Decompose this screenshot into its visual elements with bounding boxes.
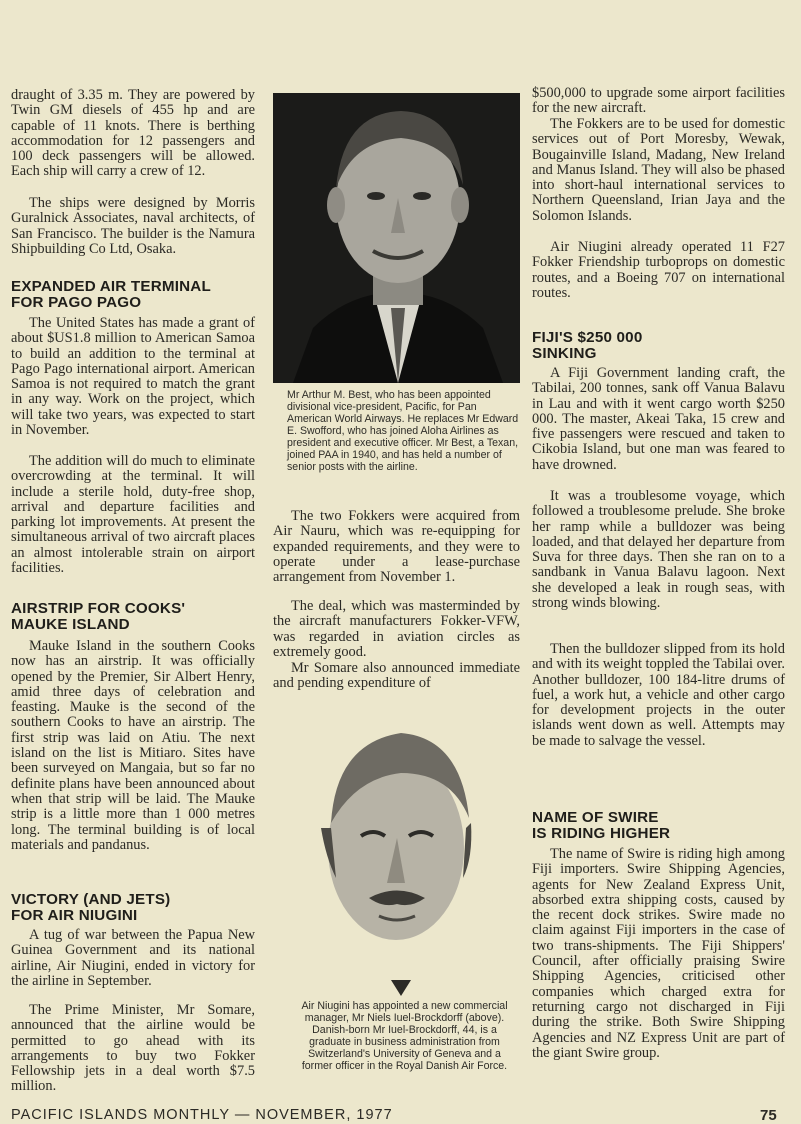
headline-line: FIJI'S $250 000 (532, 329, 643, 346)
headline-line: IS RIDING HIGHER (532, 825, 671, 842)
footer-magazine-issue: PACIFIC ISLANDS MONTHLY — NOVEMBER, 1977 (11, 1107, 393, 1123)
victory-paragraph-1: A tug of war between the Papua New Guinea Government and its national airline, Air Niugini, ended in victory for the airline in September. (11, 927, 255, 989)
headline-fiji (532, 330, 785, 362)
fokker-paragraph-1: The two Fokkers were acquired from Air Nauru, which was re-equipping for expanded requirements, and they were to operate under a lease-purchase arrangement from November 1. (273, 508, 520, 586)
continued-paragraph-1: $500,000 to upgrade some airport facilities for the new aircraft. (532, 85, 785, 117)
portrait-photo-best-image (273, 93, 520, 383)
swire-paragraph: The name of Swire is riding high among Fiji importers. Swire Shipping Agencies, agents for New Zealand Express Unit, absorbed extra shipping costs, caused by the recent dock strikes. Swire made no claim against Fiji importers in the case of two trans-shipments. The Fiji Shippers' Council, after officially praising Swire Shipping Agencies, criticised other companies which charged extra for returning cargo not discharged in Fiji during the strike. Both Swire Shipping Agencies and NZ Express Unit are part of the giant Swire group. (532, 846, 785, 1061)
headline-mauke (11, 601, 255, 633)
headline-line: NAME OF SWIRE (532, 809, 659, 826)
headline-line: MAUKE ISLAND (11, 616, 130, 633)
fiji-paragraph-3: Then the bulldozer slipped from its hold and with its weight toppled the Tabilai over. Another bulldozer, 100 184-litre drums of fuel, a work hut, a vehicle and other cargo for development projects in the outer islands went down as well. Attempts may be made to salvage the vessel. (532, 641, 785, 749)
continued-paragraph-3: Air Niugini already operated 11 F27 Fokker Friendship turboprops on domestic routes, and a Boeing 707 on international routes. (532, 239, 785, 301)
pago-paragraph-1: The United States has made a grant of about $US1.8 million to American Samoa to build an addition to the terminal at Pago Pago international airport. American Samoa is not required to match the grant in any way. Work on the project, which will take two years, was expected to start in November. (11, 315, 255, 439)
headline-line: FOR PAGO PAGO (11, 294, 142, 311)
intro-paragraph-1: draught of 3.35 m. They are powered by Twin GM diesels of 455 hp and are capable of 11 knots. There is berthing accommodation for 12 passengers and 100 deck passengers will be allowed. Each ship will carry a crew of 12. (11, 87, 255, 180)
pago-paragraph-2: The addition will do much to eliminate overcrowding at the terminal. It will include a sterile hold, duty-free shop, arrival and departure facilities and parking lot improvements. At present the simultaneous arrival of two aircraft places an almost intolerable strain on airport facilities. (11, 453, 255, 577)
fiji-paragraph-2: It was a troublesome voyage, which followed a troublesome prelude. She broke her ramp while a bulldozer was being loaded, and that delayed her departure from Suva for three days. Then she ran on to a sandbank in Vanua Balavu lagoon. Next she developed a leak in rough seas, with strong winds blowing. (532, 488, 785, 612)
headline-line: AIRSTRIP FOR COOKS' (11, 600, 186, 617)
headline-line: SINKING (532, 345, 597, 362)
portrait-photo-iuel-brockdorff (301, 718, 501, 996)
continued-paragraph-2: The Fokkers are to be used for domestic services out of Port Moresby, Wewak, Bougainville Island, Madang, New Ireland and Manus Island. They will also be phased into short-haul international services to Northern Queensland, Irian Jaya and the Solomon Islands. (532, 116, 785, 224)
victory-paragraph-2: The Prime Minister, Mr Somare, announced that the airline would be permitted to go ahead with its arrangements to buy two Fokker Fellowship jets in a deal worth $7.5 million. (11, 1002, 255, 1095)
headline-victory (11, 892, 255, 924)
photo-caption-iuel-brockdorff: Air Niugini has appointed a new commercial manager, Mr Niels Iuel-Brockdorff (above). Danish-born Mr Iuel-Brockdorff, 44, is a graduate in business administration from Switzerland's University of Geneva and a former officer in the Royal Danish Air Force. (301, 1000, 508, 1072)
headline-line: EXPANDED AIR TERMINAL (11, 278, 211, 295)
portrait-photo-best (273, 93, 520, 383)
portrait-photo-iuel-brockdorff-image (301, 718, 501, 996)
fokker-paragraph-2: The deal, which was masterminded by the aircraft manufacturers Fokker-VFW, was regarded in aviation circles as extremely good. (273, 598, 520, 660)
fokker-paragraph-3: Mr Somare also announced immediate and pending expenditure of (273, 660, 520, 692)
headline-line: VICTORY (AND JETS) (11, 891, 171, 908)
mauke-paragraph: Mauke Island in the southern Cooks now has an airstrip. It was officially opened by the Premier, Sir Albert Henry, amid three days of celebration and feasting. Mauke is the second of the southern Cooks to have an airstrip. The first strip was laid on Atiu. The next island on the list is Mitiaro. Sites have been surveyed on Mangaia, but so far no definite plans have been announced about when that strip will be laid. The Mauke strip is a little more than 1 000 metres long. The terminal building is of local materials and pandanus. (11, 638, 255, 853)
page-number: 75 (760, 1107, 777, 1124)
headline-pago-pago (11, 279, 255, 311)
fiji-paragraph-1: A Fiji Government landing craft, the Tabilai, 200 tonnes, sank off Vanua Balavu in Lau and with it went cargo worth $250 000. The master, Akeai Taka, 15 crew and five passengers were rescued and taken to Cikobia Island, but one man was feared to have drowned. (532, 365, 785, 473)
headline-line: FOR AIR NIUGINI (11, 907, 138, 924)
photo-caption-best: Mr Arthur M. Best, who has been appointed divisional vice-president, Pacific, for Pan American World Airways. He replaces Mr Edward E. Swofford, who has joined Aloha Airlines as president and executive officer. Mr Best, a Texan, joined PAA in 1940, and has held a number of senior posts with the airline. (287, 389, 519, 473)
headline-swire (532, 810, 785, 842)
intro-paragraph-2: The ships were designed by Morris Guralnick Associates, naval architects, of San Francisco. The builder is the Namura Shipbuilding Co Ltd, Osaka. (11, 195, 255, 257)
